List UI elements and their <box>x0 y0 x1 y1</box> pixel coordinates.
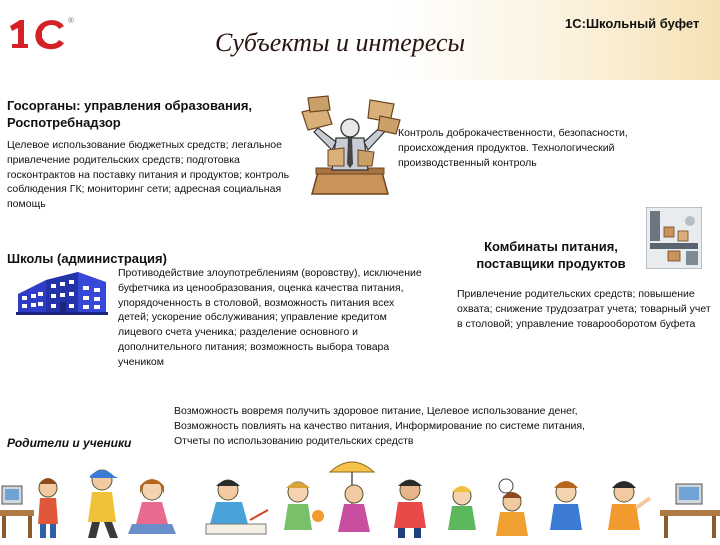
logo-registered-mark: ® <box>68 16 74 25</box>
government-heading-line1: Госорганы: управления образования, <box>7 98 253 113</box>
parents-interests-line3: Отчеты по использованию родительских средств <box>174 435 414 447</box>
page-title: Субъекты и интересы <box>215 28 466 57</box>
schools-interests-text: Противодействие злоупотреблениям (воровству), исключение буфетчика из ценообразования, оценка качества питания, упорядоченность в столовой, возможность питания всех детей; ускорение обслуживания; управление кредитом лицевого счета ученика; разделение основного и дополнительного питания; возможность выбора товара учеником <box>118 267 422 368</box>
suppliers-heading-line2: поставщики продуктов <box>476 256 626 271</box>
suppliers-heading-line1: Комбинаты питания, <box>484 239 618 254</box>
schools-heading: Школы (администрация) <box>7 251 167 266</box>
official-with-money-bags-icon <box>298 94 402 198</box>
computer-desk-right-icon <box>660 484 720 538</box>
children-clipart-icon <box>0 450 720 540</box>
suppliers-interests-text: Привлечение родительских средств; повышение охвата; снижение трудозатрат учета; товарный учет в столовой; управление товарооборотом буфета <box>457 288 711 330</box>
logo-1c <box>6 16 74 56</box>
school-building-icon <box>16 268 108 316</box>
logo-1c-icon <box>6 16 68 52</box>
parents-heading: Родители и ученики <box>7 436 132 450</box>
product-name: 1С:Школьный буфет <box>565 16 700 31</box>
government-interests-text: Целевое использование бюджетных средств; легальное привлечение родительских средств; подготовка госконтрактов на поставку питания и продуктов; контроль соблюдения ГК; мониторинг сети; адресная социальная помощь <box>7 139 290 211</box>
parents-interests-text <box>174 404 694 449</box>
parents-interests-line2: Возможность повлиять на качество питания, Информирование по системе питания, <box>174 420 585 432</box>
government-heading <box>7 97 297 131</box>
parents-interests-line1: Возможность вовремя получить здоровое питание, Целевое использование денег, <box>174 405 578 417</box>
government-heading-line2: Роспотребнадзор <box>7 115 121 130</box>
computer-desk-left-icon <box>0 486 34 538</box>
suppliers-heading <box>446 238 656 272</box>
control-interests-text: Контроль доброкачественности, безопасности, происхождения продуктов. Технологический производственный контроль <box>398 127 628 169</box>
